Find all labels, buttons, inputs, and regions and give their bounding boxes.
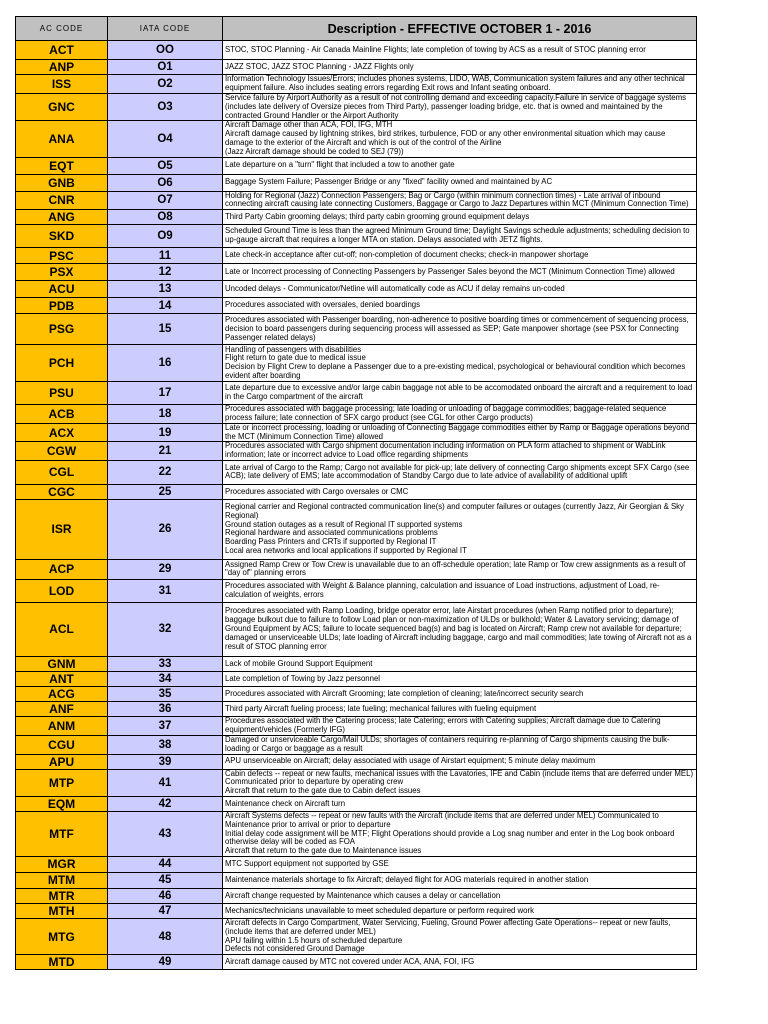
- iata-code-cell: 42: [108, 796, 223, 811]
- description-cell: Late departure on a "turn" flight that included a tow to another gate: [223, 157, 697, 174]
- table-row: [16, 281, 697, 298]
- iata-code-cell: OO: [108, 41, 223, 60]
- table-row: [16, 121, 697, 157]
- iata-code-cell: O8: [108, 210, 223, 225]
- ac-code-cell: ANF: [16, 701, 108, 716]
- table-row: [16, 716, 697, 735]
- iata-code-cell: 48: [108, 918, 223, 954]
- ac-code-cell: EQM: [16, 796, 108, 811]
- ac-code-cell: MTF: [16, 811, 108, 856]
- description-cell: Late or incorrect processing, loading or unloading of Connecting Baggage commodities either by Ramp or Baggage operations beyond the MCT (Minimum Connection Time) allowed: [223, 423, 697, 442]
- ac-code-cell: ANP: [16, 60, 108, 75]
- iata-code-cell: 15: [108, 314, 223, 345]
- iata-code-cell: O2: [108, 75, 223, 94]
- iata-code-cell: O7: [108, 191, 223, 210]
- description-cell: APU unserviceable on Aircraft; delay associated with usage of Airstart equipment; 5 minute delay maximum: [223, 754, 697, 769]
- ac-code-cell: ACU: [16, 281, 108, 298]
- description-cell: Late arrival of Cargo to the Ramp; Cargo not available for pick-up; late delivery of connecting Cargo shipments except SFX Cargo (see ACB); late delivery of EMS; late accommodation of Standby Cargo due to late advice of availability of additional uplift: [223, 460, 697, 484]
- ac-code-cell: PCH: [16, 345, 108, 382]
- ac-code-cell: MTG: [16, 918, 108, 954]
- table-row: [16, 423, 697, 442]
- ac-code-cell: PSU: [16, 382, 108, 405]
- table-row: [16, 264, 697, 281]
- iata-code-cell: 44: [108, 856, 223, 872]
- description-cell: Procedures associated with Passenger boarding, non-adherence to positive boarding times or commencement of sequencing process, decision to board passengers during sequencing process will assessed as SEP; Gate manpower shortage (see PSX for Connecting Passenger related delays): [223, 314, 697, 345]
- table-row: [16, 484, 697, 499]
- description-cell: Procedures associated with Cargo shipment documentation including information on PLA form attached to shipment or WabLink information; late or incorrect advice to Load office regarding shipments: [223, 442, 697, 461]
- description-cell: Late check-in acceptance after cut-off; non-completion of document checks; check-in manpower shortage: [223, 248, 697, 264]
- table-row: [16, 314, 697, 345]
- table-row: [16, 903, 697, 918]
- iata-code-cell: 11: [108, 248, 223, 264]
- description-cell: Scheduled Ground Time is less than the agreed Minimum Ground time; Daylight Savings schedule adjustments; scheduling decision to up-gauge aircraft that requires a longer MTA on station. Delays associated with JETZ flights.: [223, 225, 697, 248]
- table-row: [16, 41, 697, 60]
- ac-code-cell: ACT: [16, 41, 108, 60]
- ac-code-cell: LOD: [16, 579, 108, 602]
- iata-code-cell: O5: [108, 157, 223, 174]
- iata-code-cell: 29: [108, 559, 223, 579]
- iata-code-cell: 25: [108, 484, 223, 499]
- ac-code-cell: ISS: [16, 75, 108, 94]
- iata-code-cell: 43: [108, 811, 223, 856]
- table-row: [16, 602, 697, 656]
- iata-code-cell: 31: [108, 579, 223, 602]
- table-row: [16, 94, 697, 121]
- description-cell: Procedures associated with Cargo oversales or CMC: [223, 484, 697, 499]
- iata-code-cell: O9: [108, 225, 223, 248]
- table-row: [16, 918, 697, 954]
- description-cell: Procedures associated with Ramp Loading, bridge operator error, late Airstart procedures (when Ramp notified prior to departure); baggage bulkout due to failure to follow Load plan or non-maximization of ULDs or bulkhold; Water & Lavatory servicing; damage of Ground Equipment by ACS; failure to locate sequenced bag(s) and bag is located on Aircraft; Ramp crew not available for departure; damaged or unserviceable ULDs; late loading of Aircraft including baggage, cargo and mail commodities; late towing of Aircraft not as a result of STOC planning error: [223, 602, 697, 656]
- description-cell: Assigned Ramp Crew or Tow Crew is unavailable due to an off-schedule operation; late Ramp or Tow crew assignments as a result of "day of" planning errors: [223, 559, 697, 579]
- ac-code-cell: CGC: [16, 484, 108, 499]
- table-row: [16, 671, 697, 686]
- iata-code-cell: 16: [108, 345, 223, 382]
- table-row: [16, 656, 697, 671]
- table-row: [16, 769, 697, 796]
- description-cell: Late completion of Towing by Jazz personnel: [223, 671, 697, 686]
- description-cell: Procedures associated with baggage processing; late loading or unloading of baggage commodities; baggage-related sequence process failure; late connection of SFX cargo product (see CGL for other Cargo products): [223, 405, 697, 424]
- description-cell: Damaged or unserviceable Cargo/Mail ULDs; shortages of containers requiring re-planning of Cargo shipments causing the bulk-loading or Cargo or baggage as a result: [223, 735, 697, 754]
- table-row: [16, 442, 697, 461]
- delay-code-table: [15, 16, 697, 970]
- ac-code-cell: SKD: [16, 225, 108, 248]
- iata-code-cell: 45: [108, 872, 223, 888]
- description-cell: Information Technology Issues/Errors; includes phones systems, LIDO, WAB, Communication system failures and any other technical equipment failure. Also includes seating errors regarding Exit rows and Infant seating onboard.: [223, 75, 697, 94]
- description-cell: Aircraft Systems defects -- repeat or new faults with the Aircraft (include items that are deferred under MEL) Communicated to Maintenance prior to arrival or prior to departure Initial delay code assignment will be MTF; Flight Operations should provide a Log snag number and enter in the Log book onboard otherwise delay will be coded as FOA Aircraft that return to the gate due to Maintenance issues: [223, 811, 697, 856]
- iata-code-cell: 38: [108, 735, 223, 754]
- ac-code-cell: CGU: [16, 735, 108, 754]
- ac-code-cell: EQT: [16, 157, 108, 174]
- description-cell: Handling of passengers with disabilities Flight return to gate due to medical issue Decision by Flight Crew to deplane a Passenger due to a pre-existing medical, psychological or behavioural condition which becomes evident after boarding: [223, 345, 697, 382]
- ac-code-cell: ACP: [16, 559, 108, 579]
- iata-code-cell: 35: [108, 686, 223, 701]
- table-row: [16, 686, 697, 701]
- ac-code-cell: CNR: [16, 191, 108, 210]
- description-cell: Maintenance check on Aircraft turn: [223, 796, 697, 811]
- description-cell: Baggage System Failure; Passenger Bridge or any "fixed" facility owned and maintained by AC: [223, 174, 697, 191]
- description-cell: Procedures associated with the Catering process; late Catering; errors with Catering supplies; Aircraft damage due to Catering equipment/vehicles (Formerly IFG): [223, 716, 697, 735]
- table-row: [16, 174, 697, 191]
- iata-code-cell: 41: [108, 769, 223, 796]
- ac-code-cell: MGR: [16, 856, 108, 872]
- table-row: [16, 382, 697, 405]
- iata-code-cell: 14: [108, 298, 223, 314]
- description-cell: Service failure by Airport Authority as a result of not controlling demand and exceeding capacity.Failure in service of baggage systems (includes late delivery of Oversize pieces from Third Party), passenger loading bridge, etc. that is owned and maintained by the contracted Ground Handler or the Airport Authority: [223, 94, 697, 121]
- description-cell: Uncoded delays - Communicator/Netline will automatically code as ACU if delay remains un-coded: [223, 281, 697, 298]
- ac-code-cell: MTM: [16, 872, 108, 888]
- iata-code-cell: 32: [108, 602, 223, 656]
- table-row: [16, 856, 697, 872]
- ac-code-cell: ANM: [16, 716, 108, 735]
- iata-code-cell: 19: [108, 423, 223, 442]
- delay-code-sheet: [15, 16, 696, 970]
- ac-code-cell: GNB: [16, 174, 108, 191]
- table-row: [16, 60, 697, 75]
- description-cell: Procedures associated with oversales, denied boardings: [223, 298, 697, 314]
- ac-code-cell: CGW: [16, 442, 108, 461]
- table-row: [16, 248, 697, 264]
- ac-code-cell: GNC: [16, 94, 108, 121]
- ac-code-cell: APU: [16, 754, 108, 769]
- ac-code-cell: GNM: [16, 656, 108, 671]
- description-cell: Procedures associated with Weight & Balance planning, calculation and issuance of Load instructions, adjustment of Load, re-calculation of weights, errors: [223, 579, 697, 602]
- table-row: [16, 210, 697, 225]
- table-row: [16, 225, 697, 248]
- description-cell: Procedures associated with Aircraft Grooming; late completion of cleaning; late/incorrect security search: [223, 686, 697, 701]
- ac-code-cell: PSX: [16, 264, 108, 281]
- ac-code-cell: ACL: [16, 602, 108, 656]
- table-row: [16, 75, 697, 94]
- description-cell: Late departure due to excessive and/or large cabin baggage not able to be accomodated onboard the aircraft and a requirement to load in the Cargo compartment of the aircraft: [223, 382, 697, 405]
- ac-code-cell: PSC: [16, 248, 108, 264]
- ac-code-cell: MTR: [16, 888, 108, 903]
- iata-code-cell: 46: [108, 888, 223, 903]
- ac-code-cell: ANA: [16, 121, 108, 157]
- ac-code-header: AC CODE: [16, 17, 108, 41]
- table-row: [16, 499, 697, 559]
- table-row: [16, 298, 697, 314]
- iata-code-cell: 13: [108, 281, 223, 298]
- table-body: [16, 41, 697, 970]
- ac-code-cell: MTP: [16, 769, 108, 796]
- iata-code-cell: 18: [108, 405, 223, 424]
- description-cell: Regional carrier and Regional contracted communication line(s) and computer failures or outages (currently Jazz, Air Georgian & Sky Regional) Ground station outages as a result of Regional IT supported systems Regional hardware and associated communications problems Boarding Pass Printers and CRTs if supported by Regional IT Local area networks and local applications if supported by Regional IT: [223, 499, 697, 559]
- table-row: [16, 872, 697, 888]
- ac-code-cell: ISR: [16, 499, 108, 559]
- ac-code-cell: MTD: [16, 955, 108, 970]
- description-cell: Cabin defects -- repeat or new faults, mechanical issues with the Lavatories, IFE and Cabin (include items that are deferred under MEL) Communicated prior to departure by operating crew Aircraft that return to the gate due to Cabin defect issues: [223, 769, 697, 796]
- table-row: [16, 191, 697, 210]
- iata-code-cell: 33: [108, 656, 223, 671]
- iata-code-cell: 12: [108, 264, 223, 281]
- table-row: [16, 157, 697, 174]
- iata-code-cell: O1: [108, 60, 223, 75]
- table-row: [16, 345, 697, 382]
- table-row: [16, 701, 697, 716]
- table-row: [16, 405, 697, 424]
- table-row: [16, 955, 697, 970]
- ac-code-cell: ACG: [16, 686, 108, 701]
- iata-code-cell: 17: [108, 382, 223, 405]
- table-row: [16, 559, 697, 579]
- ac-code-cell: CGL: [16, 460, 108, 484]
- ac-code-cell: PSG: [16, 314, 108, 345]
- description-cell: Aircraft defects in Cargo Compartment, Water Servicing, Fueling, Ground Power affecting Gate Operations-- repeat or new faults, (include items that are deferred under MEL) APU failing within 1.5 hours of scheduled departure Defects not considered Ground Damage: [223, 918, 697, 954]
- table-row: [16, 754, 697, 769]
- ac-code-cell: ACB: [16, 405, 108, 424]
- table-row: [16, 579, 697, 602]
- description-cell: Aircraft Damage other than ACA, FOI, IFG, MTH Aircraft damage caused by lightning strikes, bird strikes, turbulence, FOD or any other environmental situation which may cause damage to the exterior of the Aircraft and which is out of the control of the Airline (Jazz Aircraft damage should be coded to SEJ (79)): [223, 121, 697, 157]
- description-cell: MTC Support equipment not supported by GSE: [223, 856, 697, 872]
- table-row: [16, 796, 697, 811]
- ac-code-cell: PDB: [16, 298, 108, 314]
- ac-code-cell: ANG: [16, 210, 108, 225]
- iata-code-cell: 47: [108, 903, 223, 918]
- iata-code-cell: 39: [108, 754, 223, 769]
- description-cell: Third Party Cabin grooming delays; third party cabin grooming ground equipment delays: [223, 210, 697, 225]
- description-cell: JAZZ STOC, JAZZ STOC Planning - JAZZ Flights only: [223, 60, 697, 75]
- description-cell: Mechanics/technicians unavailable to meet scheduled departure or perform required work: [223, 903, 697, 918]
- iata-code-cell: 26: [108, 499, 223, 559]
- description-cell: Late or Incorrect processing of Connecting Passengers by Passenger Sales beyond the MCT (Minimum Connection Time) allowed: [223, 264, 697, 281]
- header-row: [16, 17, 697, 41]
- description-cell: Aircraft change requested by Maintenance which causes a delay or cancellation: [223, 888, 697, 903]
- iata-code-cell: 22: [108, 460, 223, 484]
- ac-code-cell: ANT: [16, 671, 108, 686]
- iata-code-cell: 37: [108, 716, 223, 735]
- iata-code-header: IATA CODE: [108, 17, 223, 41]
- description-cell: Holding for Regional (Jazz) Connection Passengers; Bag or Cargo (within minimum connection times) - Late arrival of inbound connecting aircraft causing late connecting Customers, Baggage or Cargo to Jazz Departures within MCT (Minimum Connection Time): [223, 191, 697, 210]
- table-row: [16, 460, 697, 484]
- table-row: [16, 888, 697, 903]
- ac-code-cell: MTH: [16, 903, 108, 918]
- iata-code-cell: O3: [108, 94, 223, 121]
- description-cell: STOC, STOC Planning - Air Canada Mainline Flights; late completion of towing by ACS as a result of STOC planning error: [223, 41, 697, 60]
- iata-code-cell: 34: [108, 671, 223, 686]
- table-row: [16, 735, 697, 754]
- iata-code-cell: 49: [108, 955, 223, 970]
- iata-code-cell: 36: [108, 701, 223, 716]
- description-header: Description - EFFECTIVE OCTOBER 1 - 2016: [223, 17, 697, 41]
- table-row: [16, 811, 697, 856]
- iata-code-cell: O6: [108, 174, 223, 191]
- iata-code-cell: O4: [108, 121, 223, 157]
- description-cell: Aircraft damage caused by MTC not covered under ACA, ANA, FOI, IFG: [223, 955, 697, 970]
- description-cell: Lack of mobile Ground Support Equipment: [223, 656, 697, 671]
- description-cell: Maintenance materials shortage to fix Aircraft; delayed flight for AOG materials required in another station: [223, 872, 697, 888]
- description-cell: Third party Aircraft fueling process; late fueling; mechanical failures with fueling equipment: [223, 701, 697, 716]
- iata-code-cell: 21: [108, 442, 223, 461]
- ac-code-cell: ACX: [16, 423, 108, 442]
